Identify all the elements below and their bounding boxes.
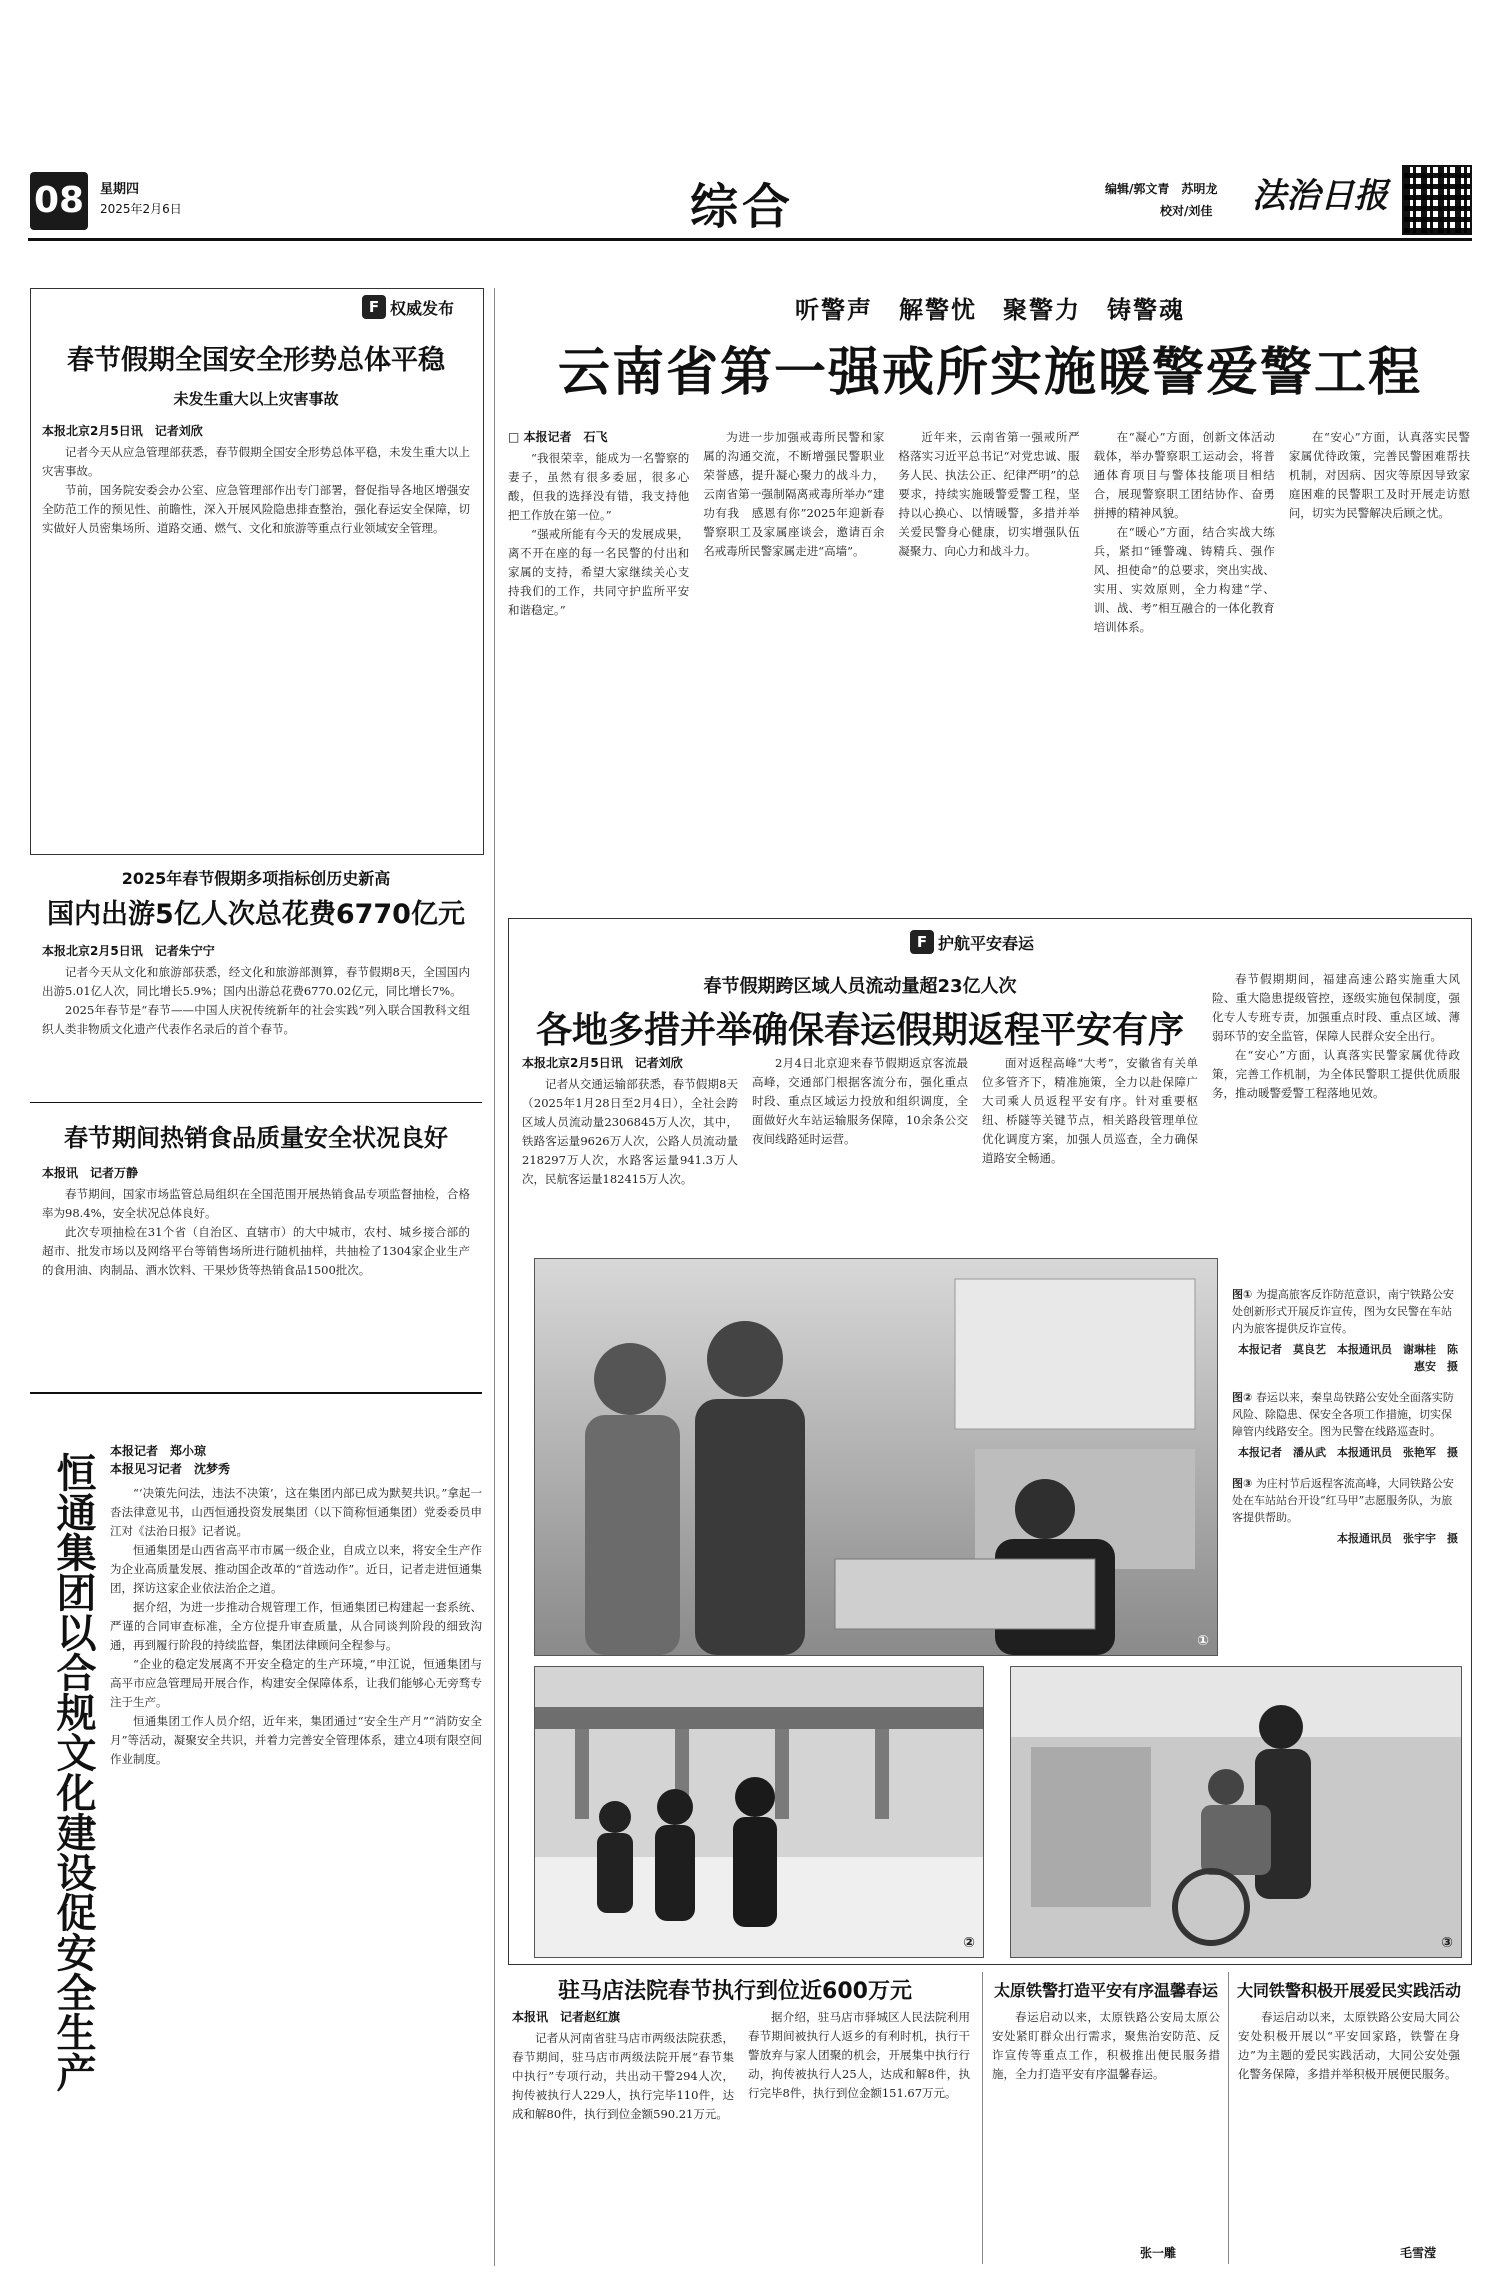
paragraph: 2025年春节是“春节——中国人庆祝传统新年的社会实践”列入联合国教科文组织人类非物质文化遗产代表作名录后的首个春节。: [42, 1003, 470, 1036]
spring-kicker: 春节假期跨区域人员流动量超23亿人次: [703, 976, 1017, 997]
spring-title: 各地多措并举确保春运假期返程平安有序: [535, 1010, 1184, 1051]
datong-body: [1238, 2008, 1460, 2238]
paragraph: 恒通集团工作人员介绍，近年来，集团通过“安全生产月”“消防安全月”等活动，凝聚安全共识，并着力完善安全管理体系，建立4项有限空间作业制度。: [110, 1714, 482, 1766]
authority-tag: F 权威发布: [362, 295, 454, 319]
paragraph: “强戒所能有今天的发展成果，离不开在座的每一名民警的付出和家属的支持，希望大家继续关心支持我们的工作，共同守护监所平安和谐稳定。”: [508, 527, 690, 617]
paragraph: 记者从交通运输部获悉，春节假期8天（2025年1月28日至2月4日），全社会跨区域人员流动量2306845万人次，其中，铁路客运量9626万人次，公路人员流动量218297万人次，水路客运量941.3万人次，民航客运量182415万人次。: [522, 1077, 738, 1186]
weekday: 星期四: [100, 182, 140, 197]
text-column: [748, 2008, 970, 2264]
safety-byline: 本报北京2月5日讯 记者刘欣: [42, 424, 203, 438]
food-title: 春节期间热销食品质量安全状况良好: [64, 1124, 448, 1152]
text-column: [1094, 428, 1275, 898]
caption-label: 图①: [1232, 1288, 1253, 1301]
tourism-kicker: 2025年春节假期多项指标创历史新高: [121, 869, 391, 888]
spring-byline: 本报北京2月5日讯 记者刘欣: [522, 1056, 683, 1070]
paragraph: 在“凝心”方面，创新文体活动载体，举办警察职工运动会，将普通体育项目与警体技能项目相结合，展现警察职工团结协作、奋勇拼搏的精神风貌。: [1093, 430, 1275, 520]
photo-railway-patrol: [534, 1666, 984, 1958]
paragraph: 此次专项抽检在31个省（自治区、直辖市）的大中城市，农村、城乡接合部的超市、批发市场以及网络平台等销售场所进行随机抽样，共抽检了1304家企业生产的食用油、肉制品、酒水饮料、干果炒货等热销食品1500批次。: [42, 1225, 470, 1277]
spring-body-side: [1212, 970, 1460, 1254]
tourism-body: [42, 942, 470, 1092]
caption-text: 为提高旅客反诈防范意识，南宁铁路公安处创新形式开展反诈宣传，图为女民警在车站内为旅客提供反诈宣传。: [1232, 1288, 1454, 1335]
page-number: 08: [33, 180, 85, 221]
text-column: [898, 428, 1079, 898]
text-column: [512, 2008, 734, 2264]
safety-body: [42, 422, 470, 842]
taiyuan-body: [992, 2008, 1220, 2238]
text-column: [703, 428, 884, 898]
qr-code-icon: [1402, 165, 1472, 235]
paragraph: 在“安心”方面，认真落实民警家属优待政策，完善民警困难帮扶机制，对因病、因灾等原因导致家庭困难的民警职工及时开展走访慰问，切实为民警解决后顾之忧。: [1288, 430, 1471, 520]
caption-label: 图③: [1232, 1477, 1253, 1490]
paragraph: 据介绍，驻马店市驿城区人民法院利用春节期间被执行人返乡的有利时机，执行干警放弃与家人团聚的机会，开展集中执行行动，拘传被执行人25人，达成和解8件，执行完毕8件，执行到位金额151.67万元。: [748, 2010, 970, 2100]
tourism-byline: 本报北京2月5日讯 记者朱宁宁: [42, 944, 215, 958]
hengtong-reporters: [110, 1442, 230, 1478]
paragraph: “企业的稳定发展离不开安全稳定的生产环境，”申江说，恒通集团与高平市应急管理局开展合作，构建安全保障体系，让我们能够心无旁骛专注于生产。: [110, 1657, 482, 1709]
yunnan-body: [508, 428, 1470, 898]
paragraph: 记者从河南省驻马店市两级法院获悉，春节期间，驻马店市两级法院开展“春节集中执行”专项行动，共出动干警294人次，拘传被执行人229人，执行完毕110件，达成和解80件，执行到位金额590.21万元。: [512, 2031, 734, 2121]
caption-credit: 本报记者 莫良艺 本报通讯员 谢琳桂 陈惠安 摄: [1238, 1343, 1458, 1373]
safety-subtitle: 未发生重大以上灾害事故: [173, 390, 339, 408]
food-body: [42, 1164, 470, 1378]
issue-date: 2025年2月6日: [100, 202, 182, 216]
text-column: [522, 1054, 738, 1254]
yunnan-byline: □ 本报记者 石飞: [508, 430, 608, 444]
taiyuan-credit: 张一雕: [1140, 2246, 1177, 2260]
photo-number: ①: [1197, 1633, 1209, 1649]
reporter-line: 本报记者 郑小琼: [110, 1444, 207, 1458]
paragraph: 节前，国务院安委会办公室、应急管理部作出专门部署，督促指导各地区增强安全防范工作的预见性、前瞻性，深入开展风险隐患排查整治，强化春运安全保障，切实做好人员密集场所、道路交通、燃气、文化和旅游等重点行业领域安全管理。: [42, 483, 470, 535]
paragraph: “‘决策先问法，违法不决策’，这在集团内部已成为默契共识。”拿起一沓法律意见书，山西恒通投资发展集团（以下简称恒通集团）党委委员申江对《法治日报》记者说。: [110, 1486, 482, 1538]
photo-number: ③: [1441, 1935, 1453, 1951]
masthead-logo: 法治日报: [1252, 176, 1388, 216]
photo-police-anti-fraud: [534, 1258, 1218, 1656]
paragraph: 春运启动以来，太原铁路公安局大同公安处积极开展以“平安回家路，铁警在身边”为主题的爱民实践活动，大同公安处强化警务保障，多措并举积极开展便民服务。: [1238, 2010, 1460, 2081]
paragraph: 在“暖心”方面，结合实战大练兵，紧扣“锤警魂、铸精兵、强作风、担使命”的总要求，突出实战、实用、实效原则，全力构建“学、训、战、考”相互融合的一体化教育培训体系。: [1093, 525, 1275, 634]
photo-illustration: [535, 1667, 983, 1957]
paragraph: 近年来，云南省第一强戒所严格落实习近平总书记“对党忠诚、服务人民、执法公正、纪律严明”的总要求，持续实施暖警爱警工程，坚持以心换心、以情暖警，多措并举关爱民警身心健康，切实增强队伍凝聚力、向心力和战斗力。: [898, 430, 1080, 558]
datong-credit: 毛雪滢: [1400, 2246, 1437, 2260]
paragraph: 面对返程高峰“大考”，安徽省有关单位多管齐下，精准施策，全力以赴保障广大司乘人员返程平安有序。针对重要枢纽、桥隧等关键节点，相关路段管理单位优化调度方案，加强人员巡查，全力确保道路安全畅通。: [982, 1056, 1198, 1165]
page-number-box: [30, 172, 88, 230]
proofreader: 校对/刘佳: [1160, 204, 1213, 218]
text-column: [508, 428, 689, 898]
court-title: 驻马店法院春节执行到位近600万元: [558, 1979, 912, 2004]
spring-body: [522, 1054, 1198, 1254]
paragraph: “我很荣幸，能成为一名警察的妻子，虽然有很多委屈，很多心酸，但我的选择没有错，我支持他把工作放在第一位。”: [508, 451, 690, 522]
section-title: 综合: [690, 179, 795, 235]
paragraph: 春节期间，国家市场监管总局组织在全国范围开展热销食品专项监督抽检，合格率为98.4%，安全状况总体良好。: [42, 1187, 470, 1220]
safe-spring-tag: F 护航平安春运: [910, 930, 1034, 954]
photo-illustration: [1011, 1667, 1461, 1957]
paragraph: 在“安心”方面，认真落实民警家属优待政策，完善工作机制，为全体民警职工提供优质服务，推动暖警爱警工程落地见效。: [1212, 1048, 1460, 1100]
text-column: [1289, 428, 1470, 898]
datong-title: 大同铁警积极开展爱民实践活动: [1236, 1981, 1461, 2000]
text-column: [982, 1054, 1198, 1254]
photo-illustration: [535, 1259, 1217, 1655]
caption-label: 图②: [1232, 1391, 1253, 1404]
reporter-line: 本报见习记者 沈梦秀: [110, 1462, 231, 1476]
paragraph: 2月4日北京迎来春节假期返京客流最高峰，交通部门根据客流分布，强化重点时段、重点区域运力投放和组织调度，全面做好火车站运输服务保障，10余条公交夜间线路延时运营。: [752, 1056, 968, 1146]
tourism-title: 国内出游5亿人次总花费6770亿元: [47, 899, 465, 930]
photo-wheelchair-help: [1010, 1666, 1462, 1958]
text-column: [752, 1054, 968, 1254]
food-byline: 本报讯 记者万静: [42, 1166, 139, 1180]
paragraph: 春运启动以来，太原铁路公安局太原公安处紧盯群众出行需求，聚焦治安防范、反诈宣传等重点工作，积极推出便民服务措施，全力打造平安有序温馨春运。: [992, 2010, 1220, 2081]
paragraph: 春节假期期间，福建高速公路实施重大风险、重大隐患提级管控，逐级实施包保制度，强化专人专班专责，加强重点时段、重点区域、薄弱环节的安全监管，保障人民群众安全出行。: [1212, 972, 1460, 1043]
paragraph: 记者今天从文化和旅游部获悉，经文化和旅游部测算，春节假期8天，全国国内出游5.01亿人次，同比增长5.9%；国内出游总花费6770.02亿元，同比增长7%。: [42, 965, 470, 998]
editors: 编辑/郭文青 苏明龙: [1105, 182, 1218, 196]
yunnan-title: 云南省第一强戒所实施暖警爱警工程: [557, 343, 1422, 403]
taiyuan-title: 太原铁警打造平安有序温馨春运: [993, 1981, 1218, 2000]
yunnan-kicker: 听警声 解警忧 聚警力 铸警魂: [795, 296, 1185, 324]
hengtong-body: [110, 1484, 482, 2264]
caption-credit: 本报通讯员 张宇宇 摄: [1337, 1532, 1458, 1545]
hengtong-title: 恒通集团以合规文化建设促安全生产: [50, 1452, 96, 2092]
document-icon: F: [362, 295, 386, 319]
caption-credit: 本报记者 潘从武 本报通讯员 张艳军 摄: [1238, 1446, 1458, 1459]
caption-text: 为庄村节后返程客流高峰，大同铁路公安处在车站站台开设“红马甲”志愿服务队，为旅客提供帮助。: [1232, 1477, 1454, 1524]
photo-captions: [1232, 1286, 1458, 1547]
caption-text: 春运以来，秦皇岛铁路公安处全面落实防风险、除隐患、保安全各项工作措施，切实保障管内线路安全。图为民警在线路巡查时。: [1232, 1391, 1454, 1438]
document-icon: F: [910, 930, 934, 954]
safety-title: 春节假期全国安全形势总体平稳: [67, 345, 445, 376]
paragraph: 恒通集团是山西省高平市市属一级企业，自成立以来，将安全生产作为企业高质量发展、推动国企改革的“首选动作”。近日，记者走进恒通集团，探访这家企业依法治企之道。: [110, 1543, 482, 1595]
paragraph: 记者今天从应急管理部获悉，春节假期全国安全形势总体平稳，未发生重大以上灾害事故。: [42, 445, 470, 478]
paragraph: 为进一步加强戒毒所民警和家属的沟通交流，不断增强民警职业荣誉感，提升凝心聚力的战斗力，云南省第一强制隔离戒毒所举办“建功有我 感恩有你”2025年迎新春警察职工及家属座谈会，邀请百余名戒毒所民警家属走进“高墙”。: [703, 430, 885, 558]
paragraph: 据介绍，为进一步推动合规管理工作，恒通集团已构建起一套系统、严谨的合同审查标准，全方位提升审查质量，从合同谈判阶段的细致沟通，再到履行阶段的持续监督，集团法律顾问全程参与。: [110, 1600, 482, 1652]
photo-number: ②: [963, 1935, 975, 1951]
court-body: [512, 2008, 970, 2264]
court-byline: 本报讯 记者赵红旗: [512, 2010, 621, 2024]
